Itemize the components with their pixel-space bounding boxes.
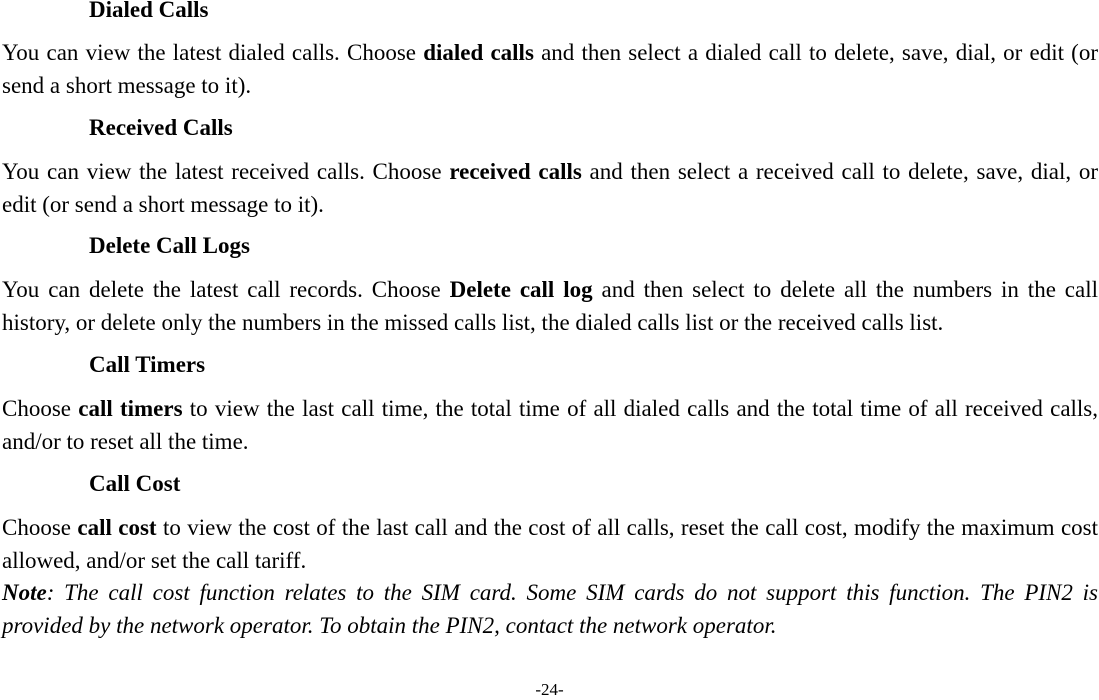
paragraph-text: to view the last call time, the total time of all dialed calls and the total time of all received calls, and/or to reset all the time. bbox=[2, 396, 1099, 454]
heading-call-timers: Call Timers bbox=[89, 352, 206, 377]
heading-dialed-calls: Dialed Calls bbox=[89, 0, 209, 22]
paragraph-received-calls bbox=[2, 155, 1098, 221]
paragraph-text: and then select to delete all the numbers in the call history, or delete only the numbers in the missed calls list, the dialed calls list or the received calls list. bbox=[2, 277, 1099, 335]
paragraph-text: You can view the latest received calls. Choose bbox=[2, 159, 450, 184]
paragraph-text: You can delete the latest call records. Choose bbox=[2, 277, 450, 302]
paragraph-text: You can view the latest dialed calls. Choose bbox=[2, 40, 424, 65]
paragraph-emphasis: dialed calls bbox=[423, 40, 534, 65]
heading-delete-call-logs: Delete Call Logs bbox=[89, 233, 250, 258]
note-paragraph bbox=[2, 576, 1098, 642]
paragraph-call-timers bbox=[2, 392, 1098, 458]
paragraph-text: Choose bbox=[2, 396, 79, 421]
paragraph-delete-call-logs bbox=[2, 273, 1098, 339]
heading-received-calls: Received Calls bbox=[89, 115, 233, 140]
paragraph-emphasis: received calls bbox=[449, 159, 582, 184]
note-text: : The call cost function relates to the SIM card. Some SIM cards do not support this function. The PIN2 is provided by the network operator. To obtain the PIN2, contact the network operator. bbox=[2, 580, 1098, 638]
paragraph-call-cost bbox=[2, 511, 1098, 577]
paragraph-text: and then select a dialed call to delete, save, dial, or edit (or send a short message to it). bbox=[2, 40, 1098, 98]
paragraph-emphasis: Delete call log bbox=[449, 277, 593, 302]
note-label: Note bbox=[2, 580, 47, 605]
page-number: -24- bbox=[535, 680, 564, 699]
paragraph-emphasis: call cost bbox=[77, 515, 157, 540]
heading-call-cost: Call Cost bbox=[89, 471, 181, 496]
paragraph-text: to view the cost of the last call and the cost of all calls, reset the call cost, modify the maximum cost allowed, and/or set the call tariff. bbox=[2, 515, 1098, 573]
paragraph-text: and then select a received call to delete, save, dial, or edit (or send a short message to it). bbox=[2, 159, 1099, 217]
paragraph-dialed-calls bbox=[2, 36, 1098, 102]
paragraph-emphasis: call timers bbox=[78, 396, 183, 421]
paragraph-text: Choose bbox=[2, 515, 78, 540]
